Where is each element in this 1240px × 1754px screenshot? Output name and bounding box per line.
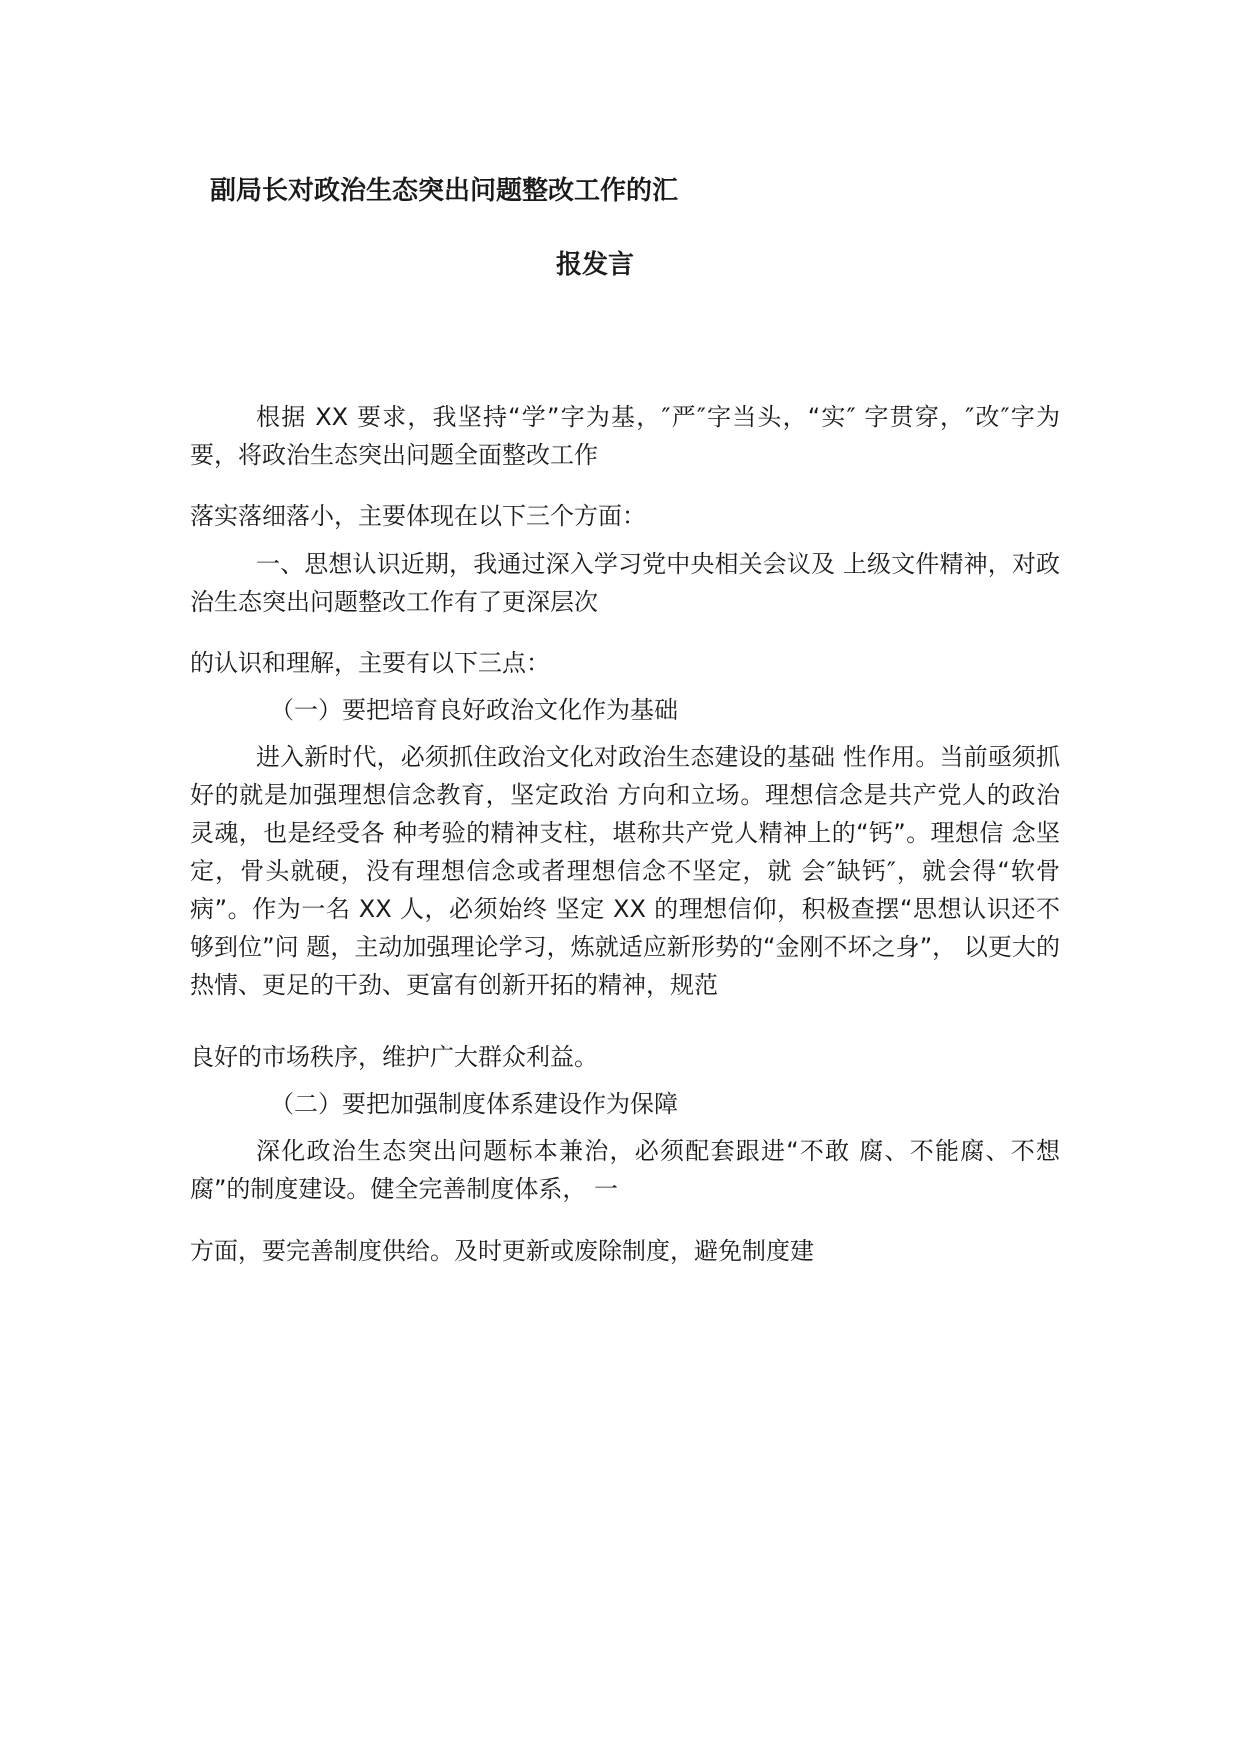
subheading-two: （二）要把加强制度体系建设作为保障 [270,1090,678,1118]
document-title-line-1: 副局长对政治生态突出问题整改工作的汇 [210,176,679,206]
paragraph-political-culture: 进入新时代，必须抓住政治文化对政治生态建设的基础 性作用。当前亟须抓好的就是加强理想信念教育，坚定政治 方向和立场。理想信念是共产党人的政治灵魂，也是经受各 种考验的精神支柱，堪称共产党人精神上的“钙”。理想信 念坚定，骨头就硬，没有理想信念或者理想信念不坚定，就 会″缺钙″，就会得“软骨病”。作为一名 XX 人，必须始终 坚定 XX 的理想信仰，积极查摆“思想认识还不够到位”问 题，主动加强理论学习，炼就适应新形势的“金刚不坏之身”， 以更大的热情、更足的干劲、更富有创新开拓的精神，规范 [190,743,1060,999]
paragraph-intro-continued: 落实落细落小，主要体现在以下三个方面： [190,502,646,530]
paragraph-section-one-continued: 的认识和理解，主要有以下三点： [190,649,550,677]
document-title-line-2: 报发言 [555,250,634,280]
paragraph-political-culture-continued: 良好的市场秩序，维护广大群众利益。 [190,1043,598,1071]
paragraph-section-one: 一、思想认识近期，我通过深入学习党中央相关会议及 上级文件精神，对政治生态突出问题整改工作有了更深层次 [190,550,1060,616]
subheading-one: （一）要把培育良好政治文化作为基础 [270,696,678,724]
paragraph-institution-building: 深化政治生态突出问题标本兼治，必须配套跟进“不敢 腐、不能腐、不想腐”的制度建设。健全完善制度体系， 一 [190,1137,1060,1203]
paragraph-intro: 根据 XX 要求，我坚持“学”字为基，″严″字当头，“实″ 字贯穿，″改″字为要，将政治生态突出问题全面整改工作 [190,403,1060,469]
paragraph-institution-building-continued: 方面，要完善制度供给。及时更新或废除制度，避免制度建 [190,1237,814,1265]
